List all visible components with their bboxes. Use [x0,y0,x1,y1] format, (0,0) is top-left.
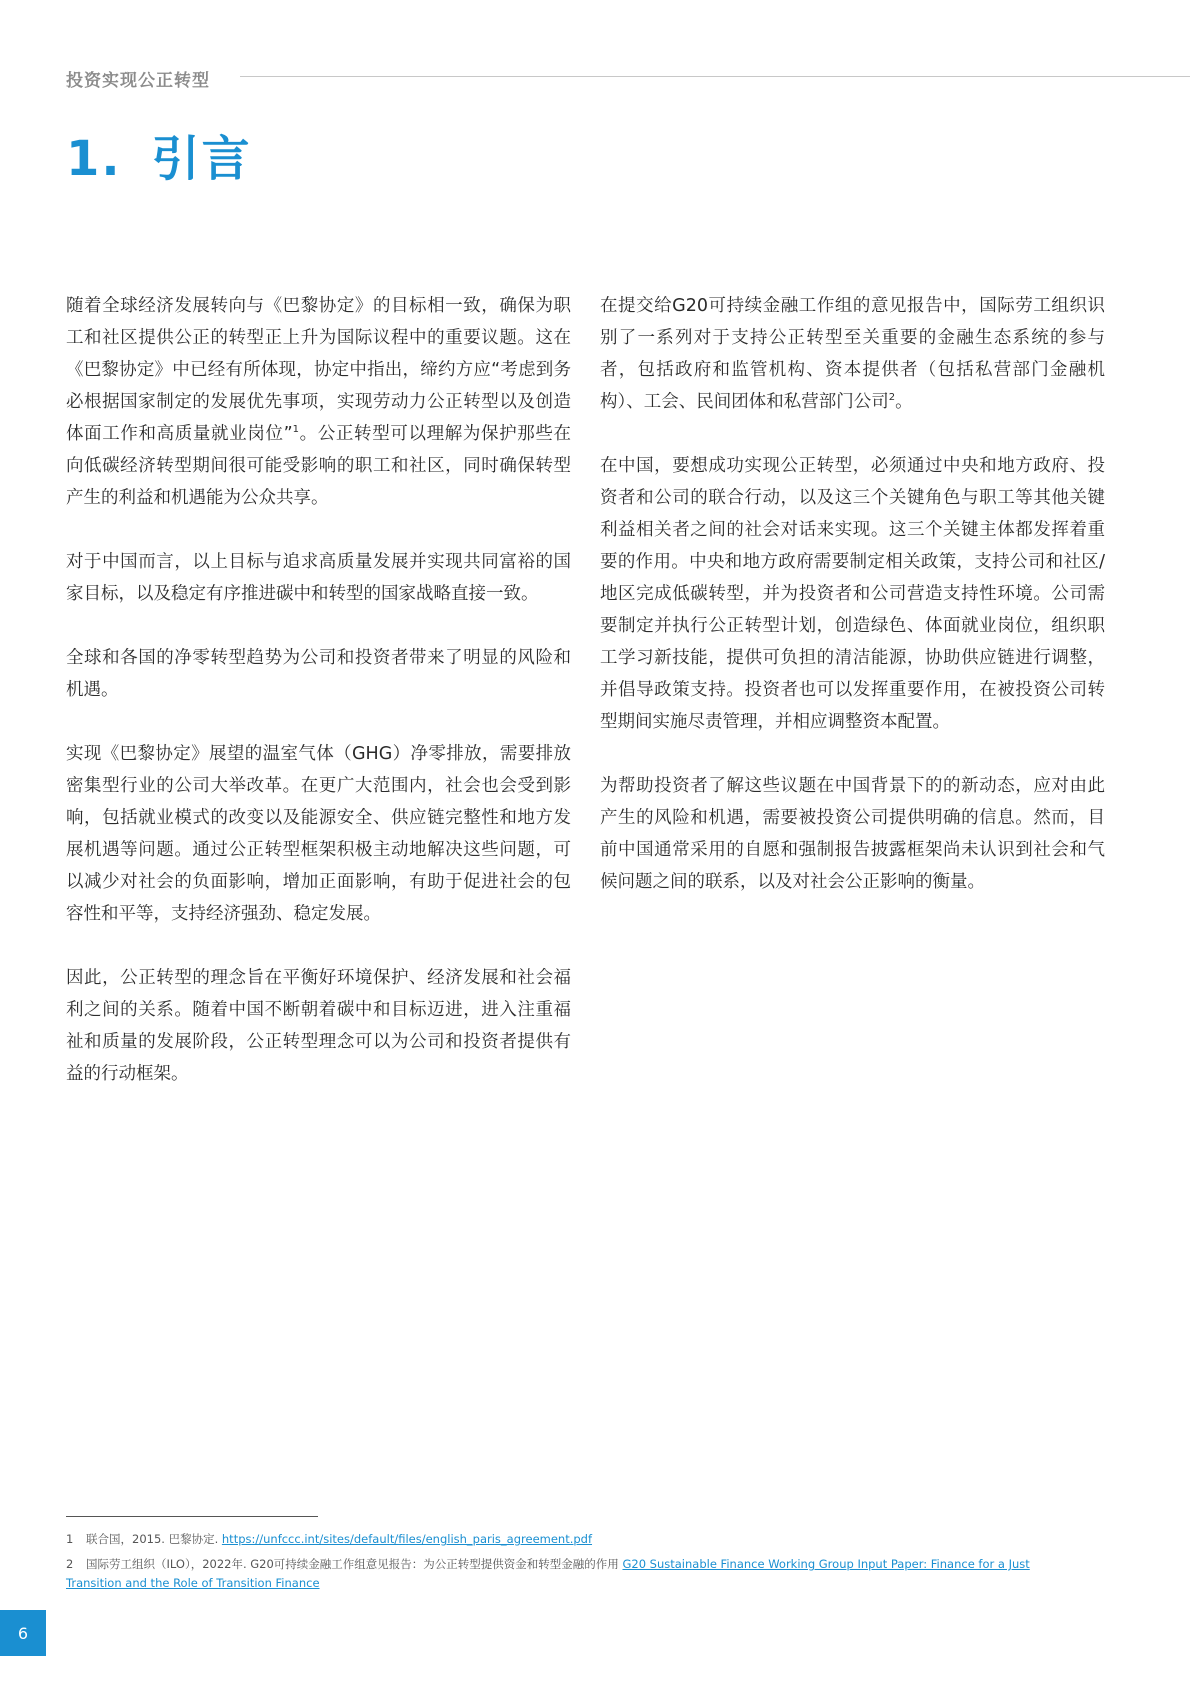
chapter-number: 1. [66,131,122,187]
paragraph: 对于中国而言，以上目标与追求高质量发展并实现共同富裕的国家目标，以及稳定有序推进碳中和转型的国家战略直接一致。 [66,552,571,604]
paragraph: 为帮助投资者了解这些议题在中国背景下的的新动态，应对由此产生的风险和机遇，需要被投资公司提供明确的信息。然而，目前中国通常采用的自愿和强制报告披露框架尚未认识到社会和气候问题之间的联系，以及对社会公正影响的衡量。 [600,776,1105,892]
paragraph: 随着全球经济发展转向与《巴黎协定》的目标相一致，确保为职工和社区提供公正的转型正上升为国际议程中的重要议题。这在《巴黎协定》中已经有所体现，协定中指出，缔约方应“考虑到务必根据国家制定的发展优先事项，实现劳动力公正转型以及创造体面工作和高质量就业岗位”$^1$。公正转型可以理解为保护那些在向低碳经济转型期间很可能受影响的职工和社区，同时确保转型产生的利益和机遇能为公众共享。 [66,296,572,508]
footnote-ref[interactable]: 2 [888,392,896,404]
chapter-heading: 引言 [151,131,252,187]
footnote-rule [66,1516,318,1517]
paragraph: 在中国，要想成功实现公正转型，必须通过中央和地方政府、投资者和公司的联合行动，以及这三个关键角色与职工等其他关键利益相关者之间的社会对话来实现。这三个关键主体都发挥着重要的作用。中央和地方政府需要制定相关政策，支持公司和社区/地区完成低碳转型，并为投资者和公司营造支持性环境。公司需要制定并执行公正转型计划，创造绿色、体面就业岗位，组织职工学习新技能，提供可负担的清洁能源，协助供应链进行调整，并倡导政策支持。投资者也可以发挥重要作用，在被投资公司转型期间实施尽责管理，并相应调整资本配置。 [600,456,1105,732]
paragraph: 在提交给G20可持续金融工作组的意见报告中，国际劳工组织识别了一系列对于支持公正转型至关重要的金融生态系统的参与者，包括政府和监管机构、资本提供者（包括私营部门金融机构）、工会、民间团体和私营部门公司$^2$。 [600,296,1105,412]
paragraph: 因此，公正转型的理念旨在平衡好环境保护、经济发展和社会福利之间的关系。随着中国不断朝着碳中和目标迈进，进入注重福祉和质量的发展阶段，公正转型理念可以为公司和投资者提供有益的行动框架。 [66,968,571,1084]
paragraph: 实现《巴黎协定》展望的温室气体（GHG）净零排放，需要排放密集型行业的公司大举改革。在更广大范围内，社会也会受到影响，包括就业模式的改变以及能源安全、供应链完整性和地方发展机遇等问题。通过公正转型框架积极主动地解决这些问题，可以减少对社会的负面影响，增加正面影响，有助于促进社会的包容性和平等，支持经济强劲、稳定发展。 [66,744,571,924]
right-column [600,290,1105,930]
chapter-title [66,120,252,189]
paragraph: 全球和各国的净零转型趋势为公司和投资者带来了明显的风险和机遇。 [66,648,571,700]
left-column [66,290,571,1122]
footnotes [66,1530,1086,1599]
page-number: 6 [0,1610,46,1656]
footnote: 2 国际劳工组织（ILO），2022年. G20可持续金融工作组意见报告：为公正转型提供资金和转型金融的作用 G20 Sustainable Finance Working Group Input Paper: Finance for a Just Transition and the Role of Transition Finance [66,1557,1030,1590]
footnote-ref[interactable]: 1 [292,424,300,436]
footnote-link[interactable]: G20 Sustainable Finance Working Group Input Paper: Finance for a Just Transition and the Role of Transition Finance [66,1557,1030,1590]
running-header-title: 投资实现公正转型 [66,71,210,91]
footnote: 1 联合国，2015. 巴黎协定. https://unfccc.int/sites/default/files/english_paris_agreement.pdf [66,1532,593,1546]
header-rule [240,76,1190,77]
footnote-link[interactable]: https://unfccc.int/sites/default/files/english_paris_agreement.pdf [221,1532,593,1546]
